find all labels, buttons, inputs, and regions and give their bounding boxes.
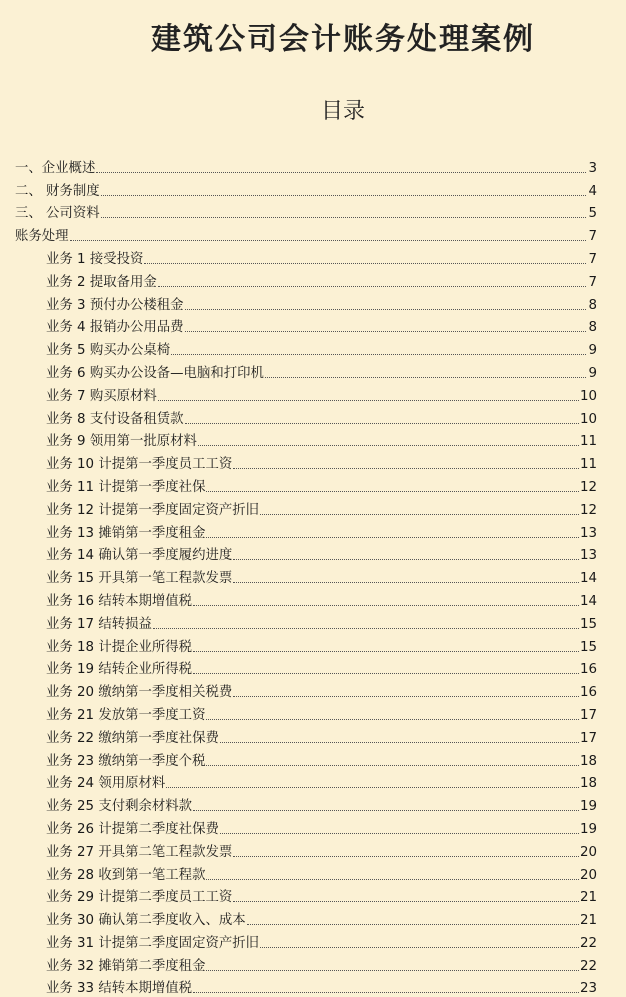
table-of-contents: [15, 154, 597, 997]
toc-entry-label: 三、 公司资料: [15, 206, 100, 222]
toc-entry-page-number: 7: [588, 274, 597, 290]
toc-dot-leader: [70, 240, 586, 241]
toc-entry-label: 业务 7 购买原材料: [46, 388, 157, 404]
toc-entry[interactable]: [15, 861, 597, 884]
toc-entry-label: 业务 17 结转损益: [46, 616, 152, 632]
toc-dot-leader: [198, 445, 579, 446]
toc-entry-label: 业务 21 发放第一季度工资: [46, 707, 206, 723]
toc-dot-leader: [153, 628, 579, 629]
toc-dot-leader: [96, 172, 586, 173]
toc-entry-label: 业务 22 缴纳第一季度社保费: [46, 730, 219, 746]
toc-entry-label: 业务 1 接受投资: [46, 251, 144, 267]
toc-entry-page-number: 12: [579, 502, 597, 518]
toc-entry-page-number: 9: [588, 343, 597, 359]
toc-entry-page-number: 11: [579, 457, 597, 473]
toc-entry[interactable]: [15, 678, 597, 701]
toc-entry[interactable]: [15, 884, 597, 907]
toc-entry-label: 业务 9 领用第一批原材料: [46, 434, 197, 450]
toc-entry-page-number: 10: [579, 411, 597, 427]
toc-entry-page-number: 21: [579, 913, 597, 929]
toc-dot-leader: [220, 833, 579, 834]
toc-entry-label: 业务 30 确认第二季度收入、成本: [46, 913, 246, 929]
toc-entry-page-number: 7: [588, 251, 597, 267]
toc-dot-leader: [260, 947, 579, 948]
toc-dot-leader: [220, 742, 579, 743]
toc-entry-page-number: 3: [588, 160, 597, 176]
toc-entry-label: 业务 2 提取备用金: [46, 274, 157, 290]
toc-entry[interactable]: [15, 701, 597, 724]
toc-entry-label: 一、企业概述: [15, 160, 96, 176]
toc-entry[interactable]: [15, 724, 597, 747]
toc-dot-leader: [206, 970, 578, 971]
toc-dot-leader: [185, 331, 586, 332]
toc-dot-leader: [144, 263, 586, 264]
toc-entry[interactable]: [15, 770, 597, 793]
toc-entry-page-number: 20: [579, 867, 597, 883]
toc-entry-label: 业务 10 计提第一季度员工工资: [46, 457, 233, 473]
toc-entry-page-number: 17: [579, 707, 597, 723]
toc-dot-leader: [233, 901, 579, 902]
toc-entry-page-number: 15: [579, 616, 597, 632]
toc-entry[interactable]: [15, 564, 597, 587]
toc-dot-leader: [185, 423, 579, 424]
toc-entry-label: 业务 33 结转本期增值税: [46, 981, 193, 997]
toc-entry-label: 业务 23 缴纳第一季度个税: [46, 753, 206, 769]
toc-entry[interactable]: [15, 610, 597, 633]
toc-dot-leader: [233, 696, 579, 697]
toc-entry-label: 业务 27 开具第二笔工程款发票: [46, 844, 233, 860]
toc-entry[interactable]: [15, 519, 597, 542]
toc-entry[interactable]: [15, 177, 597, 200]
toc-entry[interactable]: [15, 975, 597, 997]
toc-entry[interactable]: [15, 428, 597, 451]
toc-dot-leader: [193, 810, 579, 811]
toc-entry[interactable]: [15, 747, 597, 770]
toc-dot-leader: [206, 491, 578, 492]
toc-dot-leader: [166, 787, 579, 788]
toc-entry-label: 业务 19 结转企业所得税: [46, 662, 193, 678]
toc-entry-label: 业务 5 购买办公桌椅: [46, 343, 171, 359]
toc-dot-leader: [193, 651, 579, 652]
toc-entry-page-number: 18: [579, 776, 597, 792]
toc-entry-page-number: 9: [588, 365, 597, 381]
toc-entry-page-number: 16: [579, 685, 597, 701]
toc-entry[interactable]: [15, 929, 597, 952]
toc-entry-page-number: 12: [579, 479, 597, 495]
toc-entry[interactable]: [15, 200, 597, 223]
toc-dot-leader: [158, 286, 586, 287]
toc-entry-label: 业务 8 支付设备租赁款: [46, 411, 184, 427]
toc-entry-page-number: 19: [579, 821, 597, 837]
toc-entry-page-number: 18: [579, 753, 597, 769]
toc-entry[interactable]: [15, 906, 597, 929]
toc-dot-leader: [233, 468, 579, 469]
document-title: 建筑公司会计账务处理案例: [151, 22, 535, 57]
toc-entry-page-number: 4: [588, 183, 597, 199]
toc-entry-page-number: 15: [579, 639, 597, 655]
toc-heading: 目录: [320, 99, 365, 124]
toc-entry[interactable]: [15, 336, 597, 359]
toc-entry[interactable]: [15, 815, 597, 838]
toc-entry[interactable]: [15, 587, 597, 610]
toc-entry-label: 业务 29 计提第二季度员工工资: [46, 890, 233, 906]
toc-entry-label: 业务 15 开具第一笔工程款发票: [46, 571, 233, 587]
toc-entry[interactable]: [15, 952, 597, 975]
toc-dot-leader: [206, 879, 578, 880]
toc-entry-label: 业务 24 领用原材料: [46, 776, 166, 792]
toc-entry-label: 业务 12 计提第一季度固定资产折旧: [46, 502, 260, 518]
toc-entry[interactable]: [15, 542, 597, 565]
toc-entry-page-number: 17: [579, 730, 597, 746]
toc-entry-label: 业务 18 计提企业所得税: [46, 639, 193, 655]
toc-entry-label: 业务 28 收到第一笔工程款: [46, 867, 206, 883]
toc-entry-page-number: 16: [579, 662, 597, 678]
toc-entry-page-number: 13: [579, 548, 597, 564]
toc-entry[interactable]: [15, 291, 597, 314]
toc-entry-label: 业务 25 支付剩余材料款: [46, 799, 193, 815]
toc-entry-label: 业务 16 结转本期增值税: [46, 593, 193, 609]
toc-dot-leader: [158, 400, 579, 401]
toc-entry[interactable]: [15, 633, 597, 656]
toc-entry[interactable]: [15, 792, 597, 815]
toc-entry-label: 账务处理: [15, 229, 69, 245]
toc-dot-leader: [265, 377, 586, 378]
toc-entry-label: 业务 4 报销办公用品费: [46, 320, 184, 336]
toc-entry-page-number: 20: [579, 844, 597, 860]
toc-entry-page-number: 14: [579, 571, 597, 587]
toc-entry-label: 业务 6 购买办公设备—电脑和打印机: [46, 365, 264, 381]
toc-entry-page-number: 23: [579, 981, 597, 997]
toc-entry[interactable]: [15, 405, 597, 428]
toc-entry[interactable]: [15, 154, 597, 177]
toc-entry[interactable]: [15, 838, 597, 861]
toc-entry-page-number: 5: [588, 206, 597, 222]
toc-entry-page-number: 7: [588, 229, 597, 245]
toc-entry-label: 业务 31 计提第二季度固定资产折旧: [46, 935, 260, 951]
toc-entry-page-number: 22: [579, 958, 597, 974]
toc-entry-label: 业务 3 预付办公楼租金: [46, 297, 184, 313]
toc-entry[interactable]: [15, 496, 597, 519]
toc-entry-page-number: 13: [579, 525, 597, 541]
toc-entry[interactable]: [15, 656, 597, 679]
toc-dot-leader: [260, 514, 579, 515]
toc-entry-label: 业务 13 摊销第一季度租金: [46, 525, 206, 541]
toc-dot-leader: [185, 309, 586, 310]
toc-dot-leader: [193, 605, 579, 606]
toc-entry-label: 二、 财务制度: [15, 183, 100, 199]
toc-entry-page-number: 22: [579, 935, 597, 951]
toc-entry-label: 业务 20 缴纳第一季度相关税费: [46, 685, 233, 701]
toc-dot-leader: [101, 195, 586, 196]
toc-entry[interactable]: [15, 268, 597, 291]
toc-entry-page-number: 19: [579, 799, 597, 815]
toc-entry-label: 业务 14 确认第一季度履约进度: [46, 548, 233, 564]
toc-dot-leader: [171, 354, 586, 355]
toc-entry-page-number: 21: [579, 890, 597, 906]
toc-entry-label: 业务 26 计提第二季度社保费: [46, 821, 219, 837]
toc-entry[interactable]: [15, 359, 597, 382]
toc-entry[interactable]: [15, 245, 597, 268]
toc-dot-leader: [247, 924, 579, 925]
toc-dot-leader: [233, 559, 579, 560]
toc-entry[interactable]: [15, 473, 597, 496]
toc-dot-leader: [193, 992, 579, 993]
toc-dot-leader: [233, 582, 579, 583]
toc-entry[interactable]: [15, 382, 597, 405]
toc-entry-page-number: 14: [579, 593, 597, 609]
toc-entry-page-number: 11: [579, 434, 597, 450]
toc-entry[interactable]: [15, 450, 597, 473]
toc-entry-label: 业务 32 摊销第二季度租金: [46, 958, 206, 974]
toc-dot-leader: [206, 765, 578, 766]
toc-dot-leader: [206, 537, 578, 538]
toc-dot-leader: [193, 673, 579, 674]
toc-entry-label: 业务 11 计提第一季度社保: [46, 479, 206, 495]
toc-entry-page-number: 10: [579, 388, 597, 404]
toc-entry-page-number: 8: [588, 297, 597, 313]
toc-dot-leader: [206, 719, 578, 720]
toc-entry[interactable]: [15, 314, 597, 337]
toc-dot-leader: [233, 856, 579, 857]
toc-entry-page-number: 8: [588, 320, 597, 336]
toc-dot-leader: [101, 217, 586, 218]
toc-entry[interactable]: [15, 222, 597, 245]
